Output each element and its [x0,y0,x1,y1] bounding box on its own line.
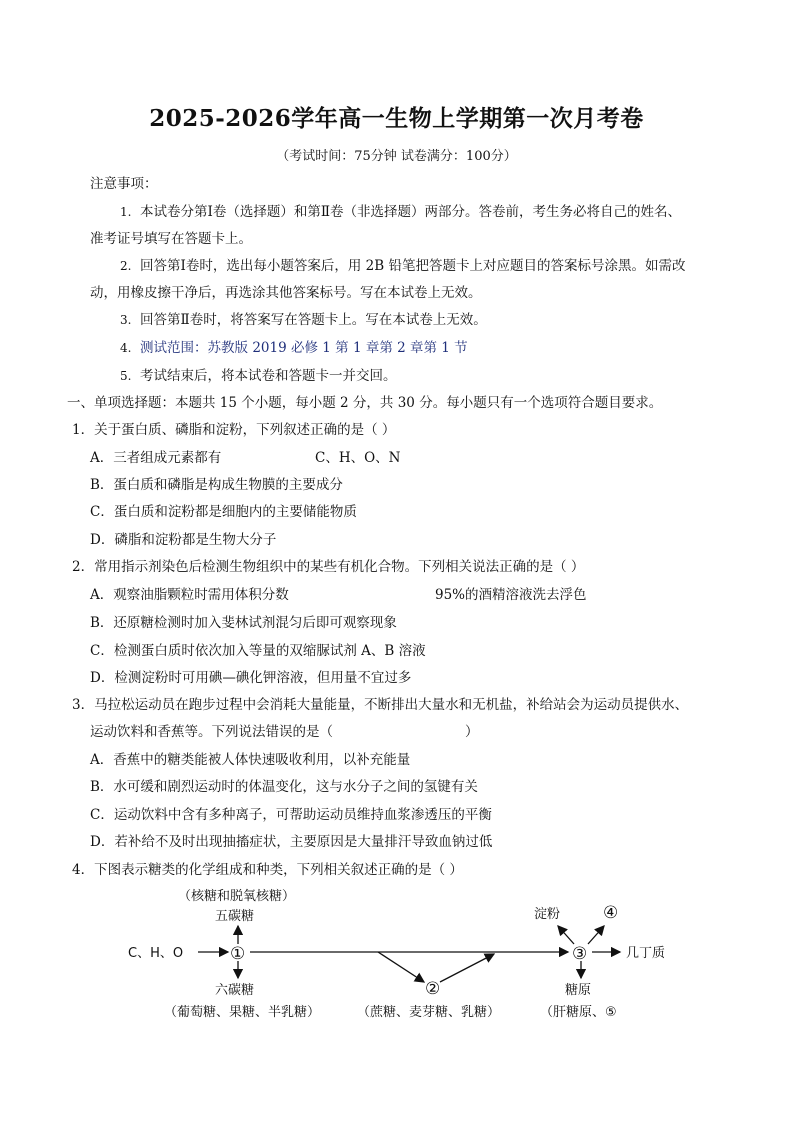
q3-stem-paren: ） [465,724,479,740]
q2-option-d: D．检测淀粉时可用碘—碘化钾溶液，但用量不宜过多 [90,670,412,686]
q1-option-a-elements: C、H、O、N [315,450,401,466]
node-3: ③ [572,944,588,964]
arrow-2-to-line [440,954,494,982]
sugar-classification-diagram [0,870,793,1040]
chitin-label: 几丁质 [626,946,666,961]
q3-option-d: D．若补给不及时出现抽搐症状，主要原因是大量排汗导致血钠过低 [90,834,493,850]
note-5: 5. 考试结束后，将本试卷和答题卡一并交回。 [120,368,397,384]
disaccharide-examples: （蔗糖、麦芽糖、乳糖） [357,1005,501,1020]
note-1-line-2: 准考证号填写在答题卡上。 [90,231,252,247]
q2-option-a: A．观察油脂颗粒时需用体积分数 [90,587,289,603]
node-1: ① [230,944,246,964]
q1-option-c: C．蛋白质和淀粉都是细胞内的主要储能物质 [90,504,357,520]
node-2: ② [425,979,441,999]
q2-option-a-rest: 95%的酒精溶液洗去浮色 [435,587,587,603]
q2-stem: 2．常用指示剂染色后检测生物组织中的某些有机化合物。下列相关说法正确的是（ ） [72,559,585,575]
notes-heading: 注意事项： [90,176,158,192]
hexose-label: 六碳糖 [215,983,255,998]
glycogen-label: 糖原 [565,983,592,998]
glycogen-examples: （肝糖原、⑤ [540,1005,617,1020]
arrow-3-to-4 [588,926,604,944]
exam-info: （考试时间：75分钟 试卷满分：100分） [276,149,517,164]
elements-label: C、H、O [128,946,184,961]
hexose-examples: （葡萄糖、果糖、半乳糖） [164,1005,321,1020]
note-1-line-1: 1. 本试卷分第Ⅰ卷（选择题）和第Ⅱ卷（非选择题）两部分。答卷前，考生务必将自己的姓名、 [120,204,682,220]
starch-label: 淀粉 [534,907,561,922]
q1-option-d: D．磷脂和淀粉都是生物大分子 [90,532,277,548]
q3-stem-line-2: 运动饮料和香蕉等。下列说法错误的是（ [90,724,333,740]
q4-stem: 4．下图表示糖类的化学组成和种类，下列相关叙述正确的是（ ） [72,862,463,878]
node-4: ④ [603,903,619,923]
q1-option-b: B．蛋白质和磷脂是构成生物膜的主要成分 [90,477,343,493]
section-heading: 一、单项选择题：本题共 15 个小题，每小题 2 分，共 30 分。每小题只有一个选项符合题目要求。 [67,395,663,411]
q3-option-b: B．水可缓和剧烈运动时的体温变化，这与水分子之间的氢键有关 [90,779,478,795]
q2-option-b: B．还原糖检测时加入斐林试剂混匀后即可观察现象 [90,615,397,631]
arrow-3-to-starch [558,926,574,944]
q1-option-a: A．三者组成元素都有 [90,450,222,466]
arrow-to-2 [378,952,424,982]
q1-stem: 1．关于蛋白质、磷脂和淀粉，下列叙述正确的是（ ） [72,422,396,438]
pentose-examples: （核糖和脱氧核糖） [178,889,296,904]
q2-option-c: C．检测蛋白质时依次加入等量的双缩脲试剂 A、B 溶液 [90,643,426,659]
note-2-line-2: 动，用橡皮擦干净后，再选涂其他答案标号。写在本试卷上无效。 [90,285,482,301]
q3-stem-line-1: 3．马拉松运动员在跑步过程中会消耗大量能量，不断排出大量水和无机盐，补给站会为运动员提供水、 [72,697,689,713]
q3-option-a: A．香蕉中的糖类能被人体快速吸收利用，以补充能量 [90,752,411,768]
note-3: 3. 回答第Ⅱ卷时，将答案写在答题卡上。写在本试卷上无效。 [120,312,487,328]
note-2-line-1: 2. 回答第Ⅰ卷时，选出每小题答案后，用 2B 铅笔把答题卡上对应题目的答案标号涂黑。如需改 [120,258,686,274]
note-4: 4. 测试范围：苏教版 2019 必修 1 第 1 章第 2 章第 1 节 [120,340,468,356]
pentose-label: 五碳糖 [215,909,255,924]
page-title: 2025-2026学年高一生物上学期第一次月考卷 [149,105,644,132]
q3-option-c: C．运动饮料中含有多种离子，可帮助运动员维持血浆渗透压的平衡 [90,807,492,823]
